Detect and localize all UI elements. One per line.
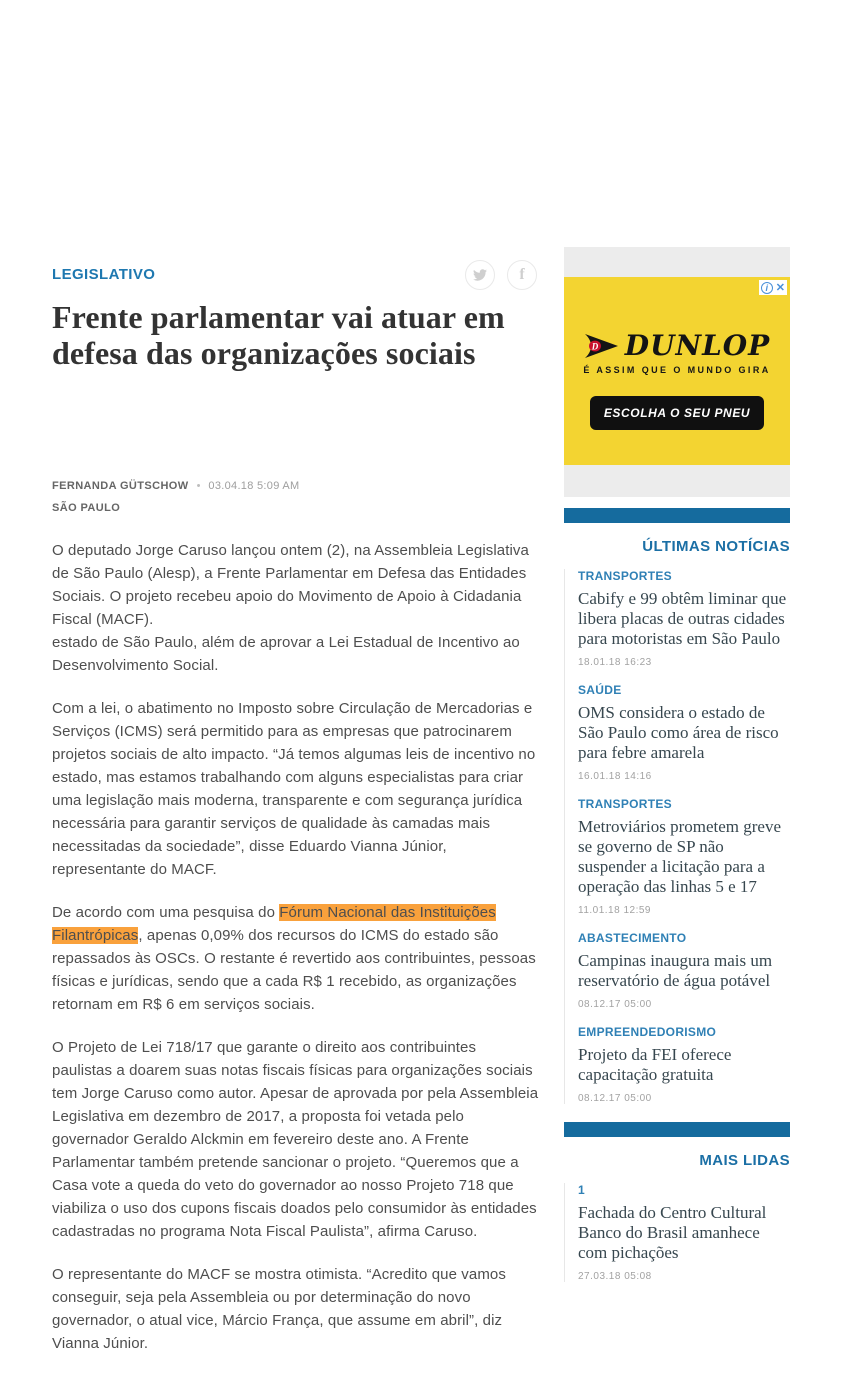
latest-news-item[interactable] [578,569,790,668]
news-title[interactable]: OMS considera o estado de São Paulo como área de risco para febre amarela [578,703,779,762]
most-read-divider-bar [564,1122,790,1137]
most-read-heading: MAIS LIDAS [699,1152,790,1169]
facebook-share-button[interactable] [507,260,537,290]
latest-news-heading: ÚLTIMAS NOTÍCIAS [642,538,790,555]
dunlop-arrow-icon [584,334,620,358]
ad-tagline: É ASSIM QUE O MUNDO GIRA [583,365,771,375]
publish-date: 03.04.18 5:09 AM [208,480,300,492]
news-date: 08.12.17 05:00 [578,999,652,1010]
highlighted-text: Fórum Nacional das Instituições Filantrópicas [52,904,496,944]
latest-news-divider-bar [564,508,790,523]
article-paragraph [52,697,540,881]
news-date: 16.01.18 14:16 [578,771,652,782]
paragraph-text: , apenas 0,09% dos recursos do ICMS do estado são repassados às OSCs. O restante é revertido aos contribuintes, pessoas físicas e jurídicas, sendo que a cada R$ 1 recebido, as organizações retornam em R$ 6 em serviços sociais. [52,927,536,1013]
byline [52,480,540,492]
latest-news-item[interactable] [578,1025,790,1104]
author-name[interactable]: FERNANDA GÜTSCHOW [52,480,189,492]
article-paragraph [52,539,540,677]
adchoices [759,280,787,295]
most-read-section [564,1122,790,1297]
category-link[interactable]: LEGISLATIVO [52,266,156,283]
news-category-label: ABASTECIMENTO [578,931,687,945]
paragraph-text: Com a lei, o abatimento no Imposto sobre Circulação de Mercadorias e Serviços (ICMS) será permitido para as empresas que patrocinarem projetos sociais de alto impacto. “Já temos algumas leis de incentivo no estado, mas estamos trabalhando com alguns especialistas para criar uma legislação mais moderna, transparente e com segurança jurídica necessária para garantir serviços de qualidade às camadas mais necessitadas da sociedade”, disse Eduardo Vianna Júnior, representante do MACF. [52,700,536,878]
latest-news-list [564,569,790,1104]
ad-close-icon[interactable]: ✕ [775,282,785,294]
news-category-label: TRANSPORTES [578,797,672,811]
news-date: 18.01.18 16:23 [578,657,652,668]
news-date: 11.01.18 12:59 [578,905,651,916]
dunlop-ad[interactable] [564,277,790,465]
ad-container [564,247,790,497]
facebook-icon: f [519,266,525,283]
latest-news-item[interactable] [578,797,790,916]
news-category-label: EMPREENDEDORISMO [578,1025,717,1039]
news-title[interactable]: Cabify e 99 obtêm liminar que libera placas de outras cidades para motoristas em São Paulo [578,589,787,648]
paragraph-text: O deputado Jorge Caruso lançou ontem (2), na Assembleia Legislativa de São Paulo (Alesp), a Frente Parlamentar em Defesa das Entidades Sociais. O projeto recebeu apoio do Movimento de Apoio à Cidadania Fiscal (MACF). [52,542,529,628]
svg-text:D: D [591,341,599,351]
latest-news-item[interactable] [578,683,790,782]
most-read-rank: 1 [578,1183,585,1197]
news-category-label: SAÚDE [578,683,622,697]
news-date: 08.12.17 05:00 [578,1093,652,1104]
news-title[interactable]: Metroviários prometem greve se governo de SP não suspender a licitação para a operação das linhas 5 e 17 [578,817,781,896]
article-paragraph [52,901,540,1016]
article-paragraph [52,1263,540,1355]
news-title[interactable]: Campinas inaugura mais um reservatório de água potável [578,951,773,990]
article-body [52,539,540,1355]
news-date: 27.03.18 05:08 [578,1271,652,1282]
paragraph-text: De acordo com uma pesquisa do [52,904,280,921]
news-category-label: TRANSPORTES [578,569,672,583]
ad-cta-button[interactable]: ESCOLHA O SEU PNEU [590,396,764,430]
most-read-list [564,1183,790,1282]
news-title[interactable]: Projeto da FEI oferece capacitação gratuita [578,1045,732,1084]
ad-brand-text: DUNLOP [624,329,771,362]
most-read-item[interactable] [578,1183,790,1282]
paragraph-text: O Projeto de Lei 718/17 que garante o direito aos contribuintes paulistas a doarem suas notas fiscais físicas para organizações sociais tem Jorge Caruso como autor. Apesar de aprovada por pela Assembleia Legislativa em dezembro de 2017, a proposta foi vetada pelo governador Geraldo Alckmin em fevereiro deste ano. A Frente Parlamentar também pretende sancionar o projeto. “Queremos que a Casa vote a queda do veto do governador ao nosso Projeto 718 que viabiliza o uso dos cupons fiscais doados pelo consumidor às entidades cadastradas no programa Nota Fiscal Paulista”, afirma Caruso. [52,1039,539,1240]
news-title[interactable]: Fachada do Centro Cultural Banco do Brasil amanhece com pichações [578,1203,767,1262]
article-location: SÃO PAULO [52,502,121,514]
latest-news-item[interactable] [578,931,790,1010]
paragraph-text: O representante do MACF se mostra otimista. “Acredito que vamos conseguir, seja pela Assembleia ou por determinação do novo governador, o atual vice, Márcio França, que assume em abril”, diz Vianna Júnior. [52,1266,506,1352]
share-buttons [465,260,537,290]
sidebar [564,247,790,1119]
ad-logo [564,329,790,362]
paragraph-text: estado de São Paulo, além de aprovar a Lei Estadual de Incentivo ao Desenvolvimento Social. [52,634,520,674]
article-paragraph [52,1036,540,1243]
twitter-share-button[interactable] [465,260,495,290]
article [52,266,540,1375]
byline-separator: • [196,480,201,492]
ad-info-icon[interactable]: i [761,282,773,294]
article-header [52,266,540,286]
twitter-icon [473,268,487,282]
article-title: Frente parlamentar vai atuar em defesa das organizações sociais [52,299,505,371]
